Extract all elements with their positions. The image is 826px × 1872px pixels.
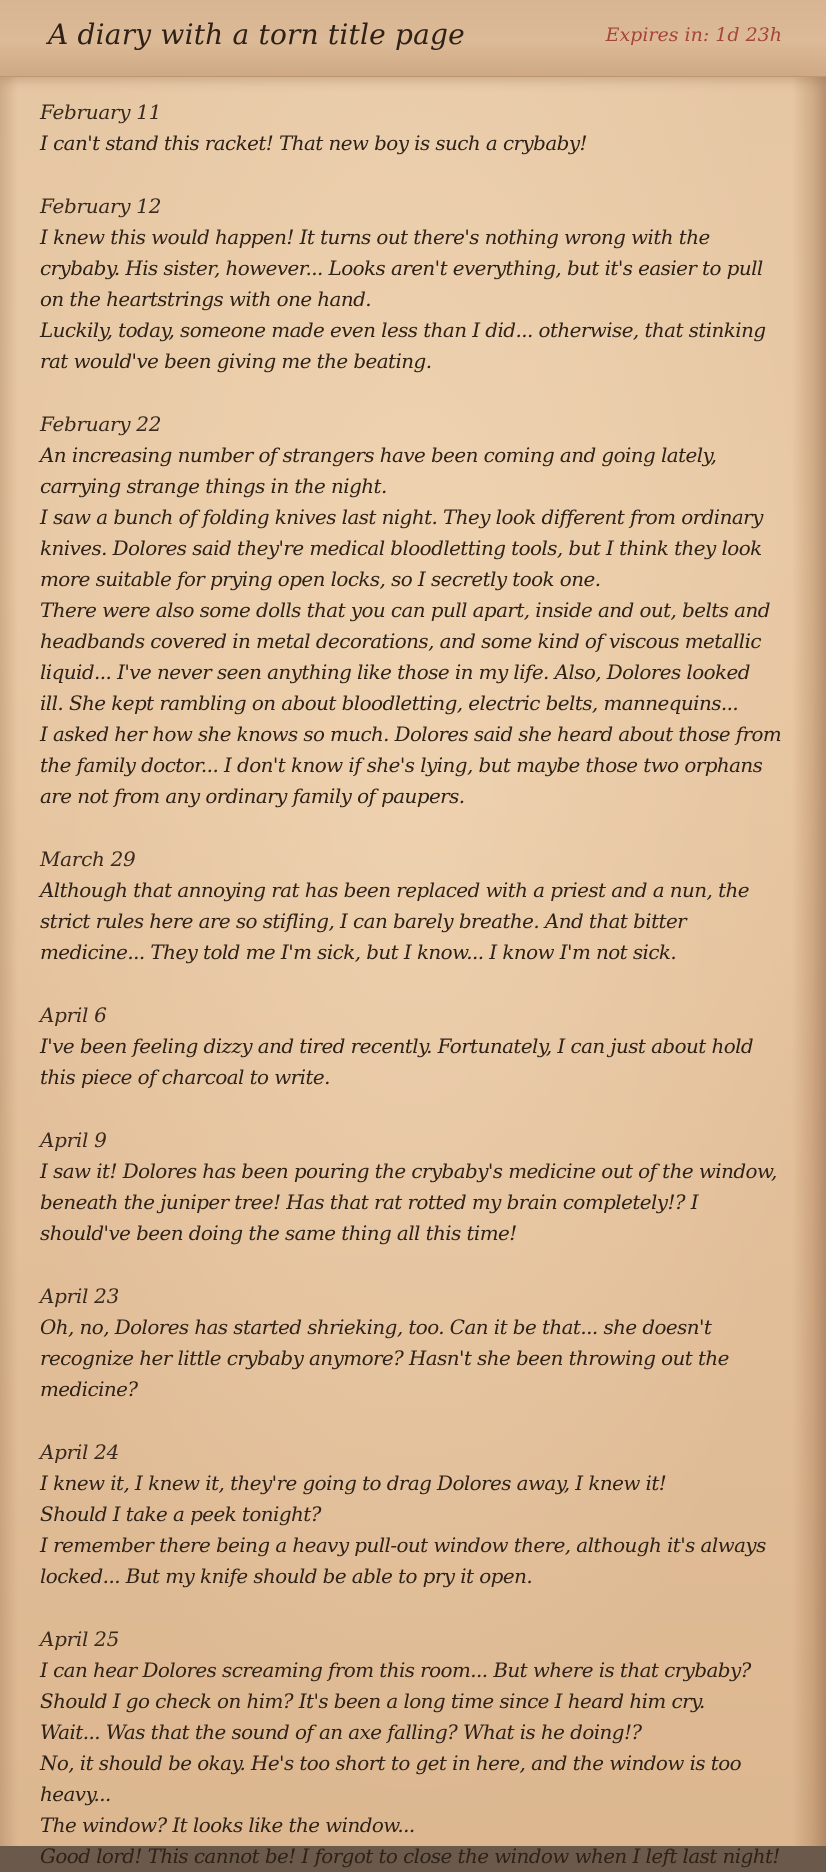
entry-date: April 6 <box>40 1003 107 1027</box>
diary-entry <box>40 1437 786 1592</box>
diary-title: A diary with a torn title page <box>48 18 465 51</box>
diary-entry <box>40 97 786 159</box>
entry-text-line: Should I take a peek tonight? <box>40 1503 321 1526</box>
entry-text-line: are not from any ordinary family of paupers. <box>40 785 465 808</box>
entry-text-line: I remember there being a heavy pull-out window there, although it's always <box>40 1534 766 1557</box>
entry-text-line: ill. She kept rambling on about bloodletting, electric belts, mannequins... <box>40 692 739 715</box>
entry-text-line: more suitable for prying open locks, so I secretly took one. <box>40 568 601 591</box>
entry-text-line: heavy... <box>40 1783 111 1806</box>
entry-text-line: The window? It looks like the window... <box>40 1814 415 1837</box>
entry-text-line: medicine... They told me I'm sick, but I know... I know I'm not sick. <box>40 941 677 964</box>
entry-text-line: liquid... I've never seen anything like those in my life. Also, Dolores looked <box>40 661 750 684</box>
entry-text-line: on the heartstrings with one hand. <box>40 288 372 311</box>
entry-text-line: Luckily, today, someone made even less than I did... otherwise, that stinking <box>40 319 766 342</box>
entry-text-line: medicine? <box>40 1378 138 1401</box>
header-bar <box>0 0 826 77</box>
entry-text-line: Wait... Was that the sound of an axe falling? What is he doing!? <box>40 1721 642 1744</box>
entry-text-line: I can't stand this racket! That new boy is such a crybaby! <box>40 132 587 155</box>
entry-text-line: knives. Dolores said they're medical bloodletting tools, but I think they look <box>40 537 762 560</box>
entry-text-line: I knew this would happen! It turns out there's nothing wrong with the <box>40 226 710 249</box>
entry-text-line: Oh, no, Dolores has started shrieking, too. Can it be that... she doesn't <box>40 1316 712 1339</box>
diary-entries[interactable] <box>0 77 826 1872</box>
entry-text-line: this piece of charcoal to write. <box>40 1066 330 1089</box>
diary-entry <box>40 1624 786 1872</box>
entry-text-line: I've been feeling dizzy and tired recently. Fortunately, I can just about hold <box>40 1035 754 1058</box>
entry-text-line: Should I go check on him? It's been a long time since I heard him cry. <box>40 1690 705 1713</box>
entry-text-line: An increasing number of strangers have been coming and going lately, <box>40 444 717 467</box>
entry-text-line: I saw it! Dolores has been pouring the crybaby's medicine out of the window, <box>40 1160 777 1183</box>
entry-text-line: headbands covered in metal decorations, and some kind of viscous metallic <box>40 630 761 653</box>
entry-text-line: I saw a bunch of folding knives last night. They look different from ordinary <box>40 506 763 529</box>
diary-entry <box>40 844 786 968</box>
entry-date: March 29 <box>40 847 136 871</box>
entry-text-line: locked... But my knife should be able to pry it open. <box>40 1565 533 1588</box>
diary-entry <box>40 409 786 812</box>
diary-entry <box>40 1000 786 1093</box>
entry-text-line: crybaby. His sister, however... Looks aren't everything, but it's easier to pull <box>40 257 763 280</box>
entry-text-line: carrying strange things in the night. <box>40 475 387 498</box>
entry-text-line: rat would've been giving me the beating. <box>40 350 432 373</box>
entry-date: April 9 <box>40 1128 107 1152</box>
entry-date: February 12 <box>40 194 162 218</box>
entry-text-line: the family doctor... I don't know if she's lying, but maybe those two orphans <box>40 754 763 777</box>
entry-text-line: There were also some dolls that you can pull apart, inside and out, belts and <box>40 599 770 622</box>
entry-text-line: No, it should be okay. He's too short to get in here, and the window is too <box>40 1752 742 1775</box>
entry-text-line: beneath the juniper tree! Has that rat rotted my brain completely!? I <box>40 1191 699 1214</box>
entry-text-line: I can hear Dolores screaming from this room... But where is that crybaby? <box>40 1659 751 1682</box>
entry-date: April 24 <box>40 1440 120 1464</box>
entry-text-line: I asked her how she knows so much. Dolores said she heard about those from <box>40 723 782 746</box>
entry-text-line: I knew it, I knew it, they're going to drag Dolores away, I knew it! <box>40 1472 667 1495</box>
entry-text-line: Although that annoying rat has been replaced with a priest and a nun, the <box>40 879 749 902</box>
entry-text-line: Good lord! This cannot be! I forgot to close the window when I left last night! <box>40 1845 780 1868</box>
diary-entry <box>40 1281 786 1405</box>
entry-date: April 25 <box>40 1627 120 1651</box>
entry-text-line: should've been doing the same thing all this time! <box>40 1222 517 1245</box>
diary-entry <box>40 1125 786 1249</box>
entry-date: April 23 <box>40 1284 120 1308</box>
entry-date: February 11 <box>40 100 162 124</box>
diary-entry <box>40 191 786 377</box>
entry-text-line: strict rules here are so stifling, I can barely breathe. And that bitter <box>40 910 687 933</box>
entry-text-line: recognize her little crybaby anymore? Hasn't she been throwing out the <box>40 1347 729 1370</box>
entry-date: February 22 <box>40 412 162 436</box>
expiry-timer: Expires in: 1d 23h <box>605 24 782 46</box>
